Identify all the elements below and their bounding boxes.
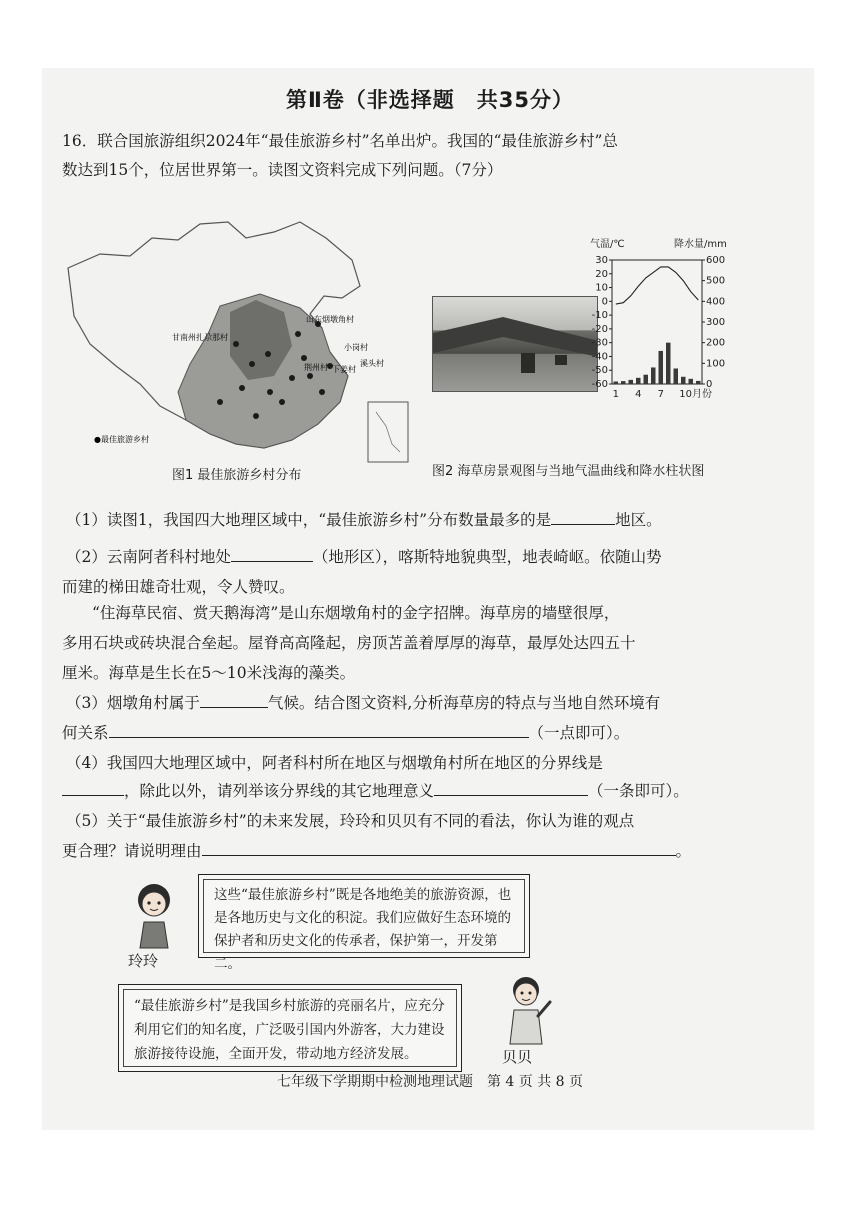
y-right-label: 降水量/mm (674, 239, 727, 250)
answer-blank-2[interactable] (231, 548, 313, 562)
passage-line-3: 厘米。海草是生长在5～10米浅海的藻类。 (62, 664, 356, 682)
left-tick-label: -40 (591, 351, 608, 363)
x-tick-label: 10月份 (679, 389, 712, 400)
figure-2-caption: 图2 海草房景观图与当地气温曲线和降水柱状图 (432, 464, 705, 479)
question-1 (66, 511, 662, 530)
seaweed-house-photo (432, 296, 598, 392)
precipitation-bar (644, 375, 649, 384)
question-3 (66, 694, 660, 713)
precipitation-bar (636, 378, 641, 384)
question-5-reason: 更合理？请说明理由 (62, 842, 202, 860)
question-3-text: （3）烟墩角村属于 (66, 694, 200, 712)
precipitation-bar (651, 367, 656, 384)
section-title: 第Ⅱ卷（非选择题 共35分） (285, 88, 575, 112)
question-4-cont: ，除此以外，请列举该分界线的其它地理意义 (124, 782, 435, 800)
beibei-name: 贝贝 (502, 1048, 533, 1066)
map-label-4: 下姜村 (332, 365, 356, 374)
page-footer: 七年级下学期期中检测地理试题 第 4 页 共 8 页 (276, 1074, 584, 1090)
answer-blank-5[interactable] (62, 782, 124, 796)
lingling-body (140, 922, 168, 948)
x-tick-label: 4 (635, 389, 642, 400)
lingling-face (142, 892, 166, 916)
question-4-end: （一条即可）。 (588, 782, 689, 800)
left-tick-label: 30 (595, 255, 608, 266)
climate-chart-svg (590, 236, 730, 402)
door-shape (521, 353, 535, 373)
left-tick-label: -10 (591, 310, 608, 322)
lingling-speech: 这些“最佳旅游乡村”既是各地绝美的旅游资源，也是各地历史与文化的积淀。我们应做好生态环境的保护者和历史文化的传承者，保护第一，开发第二。 (203, 879, 525, 953)
question-4-line-2 (62, 782, 689, 801)
question-3-why: 何关系 (62, 724, 109, 742)
left-tick-label: -20 (591, 323, 608, 335)
precipitation-bar (696, 381, 701, 384)
lingling-name: 玲玲 (128, 952, 159, 970)
answer-blank-4[interactable] (109, 724, 529, 738)
lingling-speech-box (198, 874, 530, 972)
lingling-illustration (122, 878, 186, 954)
map-legend: ●最佳旅游乡村 (94, 435, 149, 444)
question-2 (66, 548, 662, 567)
precipitation-bar (681, 377, 686, 384)
left-tick-label: -30 (591, 337, 608, 349)
question-3-line-2 (62, 724, 629, 743)
left-tick-label: -60 (591, 379, 608, 390)
figure-1-caption: 图1 最佳旅游乡村分布 (172, 468, 302, 483)
question-2-text: （2）云南阿者科村地处 (66, 548, 231, 566)
question-3-end: （一点即可）。 (528, 724, 630, 742)
question-5-end: 。 (675, 842, 692, 860)
x-tick-label: 1 (612, 389, 619, 400)
climate-chart (590, 236, 730, 402)
question-2-cont: （地形区），喀斯特地貌典型，地表崎岖。依随山势 (312, 548, 662, 566)
answer-blank-1[interactable] (551, 511, 615, 525)
right-tick-label: 100 (706, 358, 726, 370)
map-label-2: 山东烟墩角村 (306, 315, 354, 324)
passage-line-2: 多用石块或砖块混合垒起。屋脊高高隆起，房顶苫盖着厚厚的海草，最厚处达四五十 (62, 634, 636, 652)
precipitation-bar (659, 351, 664, 384)
roof-shape (433, 317, 598, 357)
left-tick-label: 20 (595, 268, 608, 280)
right-tick-label: 500 (706, 275, 726, 287)
passage-line-1: “住海草民宿、赏天鹅海湾”是山东烟墩角村的金字招牌。海草房的墙壁很厚， (92, 604, 620, 622)
right-tick-label: 200 (706, 337, 726, 349)
right-tick-label: 0 (706, 379, 713, 390)
answer-blank-6[interactable] (434, 782, 588, 796)
window-shape (555, 355, 567, 365)
answer-blank-3[interactable] (200, 694, 268, 708)
right-tick-label: 300 (706, 317, 726, 328)
question-4: （4）我国四大地理区域中，阿者科村所在地区与烟墩角村所在地区的分界线是 (66, 754, 603, 772)
map-label-6: 溪头村 (360, 359, 384, 368)
question-1-end: 地区。 (615, 511, 662, 529)
precipitation-bar (614, 382, 619, 384)
question-5-line-2 (62, 842, 691, 861)
y-left-label: 气温/℃ (590, 239, 625, 250)
map-label-1: 甘南州扎尕那村 (172, 333, 228, 342)
question-5: （5）关于“最佳旅游乡村”的未来发展，玲玲和贝贝有不同的看法，你认为谁的观点 (66, 812, 635, 830)
map-label-5: 荆州村 (304, 363, 328, 372)
precipitation-bar (674, 369, 679, 385)
china-map-figure (60, 216, 420, 466)
china-map (60, 216, 420, 466)
precipitation-bar (689, 379, 694, 384)
precipitation-bar (629, 380, 634, 384)
beibei-speech: “最佳旅游乡村”是我国乡村旅游的亮丽名片，应充分利用它们的知名度，广泛吸引国内外游客，大力建设旅游接待设施，全面开发，带动地方经济发展。 (123, 989, 457, 1067)
precipitation-bar (621, 381, 626, 384)
answer-blank-7[interactable] (202, 842, 676, 856)
right-tick-label: 600 (706, 255, 726, 266)
plot-frame (612, 260, 702, 384)
beibei-speech-box (118, 984, 462, 1072)
left-tick-label: -50 (591, 365, 608, 377)
question-16-line-2: 数达到15个，位居世界第一。读图文资料完成下列问题。（7分） (62, 161, 503, 179)
beibei-illustration (496, 972, 556, 1050)
left-tick-label: 10 (595, 282, 608, 294)
temperature-line (616, 267, 699, 304)
beibei-face (515, 983, 537, 1005)
question-1-text: （1）读图1，我国四大地理区域中，“最佳旅游乡村”分布数量最多的是 (66, 511, 552, 529)
question-2-line-2: 而建的梯田雄奇壮观，令人赞叹。 (62, 578, 295, 596)
left-tick-label: 0 (601, 296, 608, 308)
x-tick-label: 7 (657, 389, 664, 400)
question-16-line-1: 16．联合国旅游组织2024年“最佳旅游乡村”名单出炉。我国的“最佳旅游乡村”总 (62, 132, 618, 150)
right-tick-label: 400 (706, 296, 726, 308)
map-label-3: 小岗村 (344, 343, 368, 352)
precipitation-bar (666, 343, 671, 384)
question-3-cont: 气候。结合图文资料,分析海草房的特点与当地自然环境有 (267, 694, 661, 712)
